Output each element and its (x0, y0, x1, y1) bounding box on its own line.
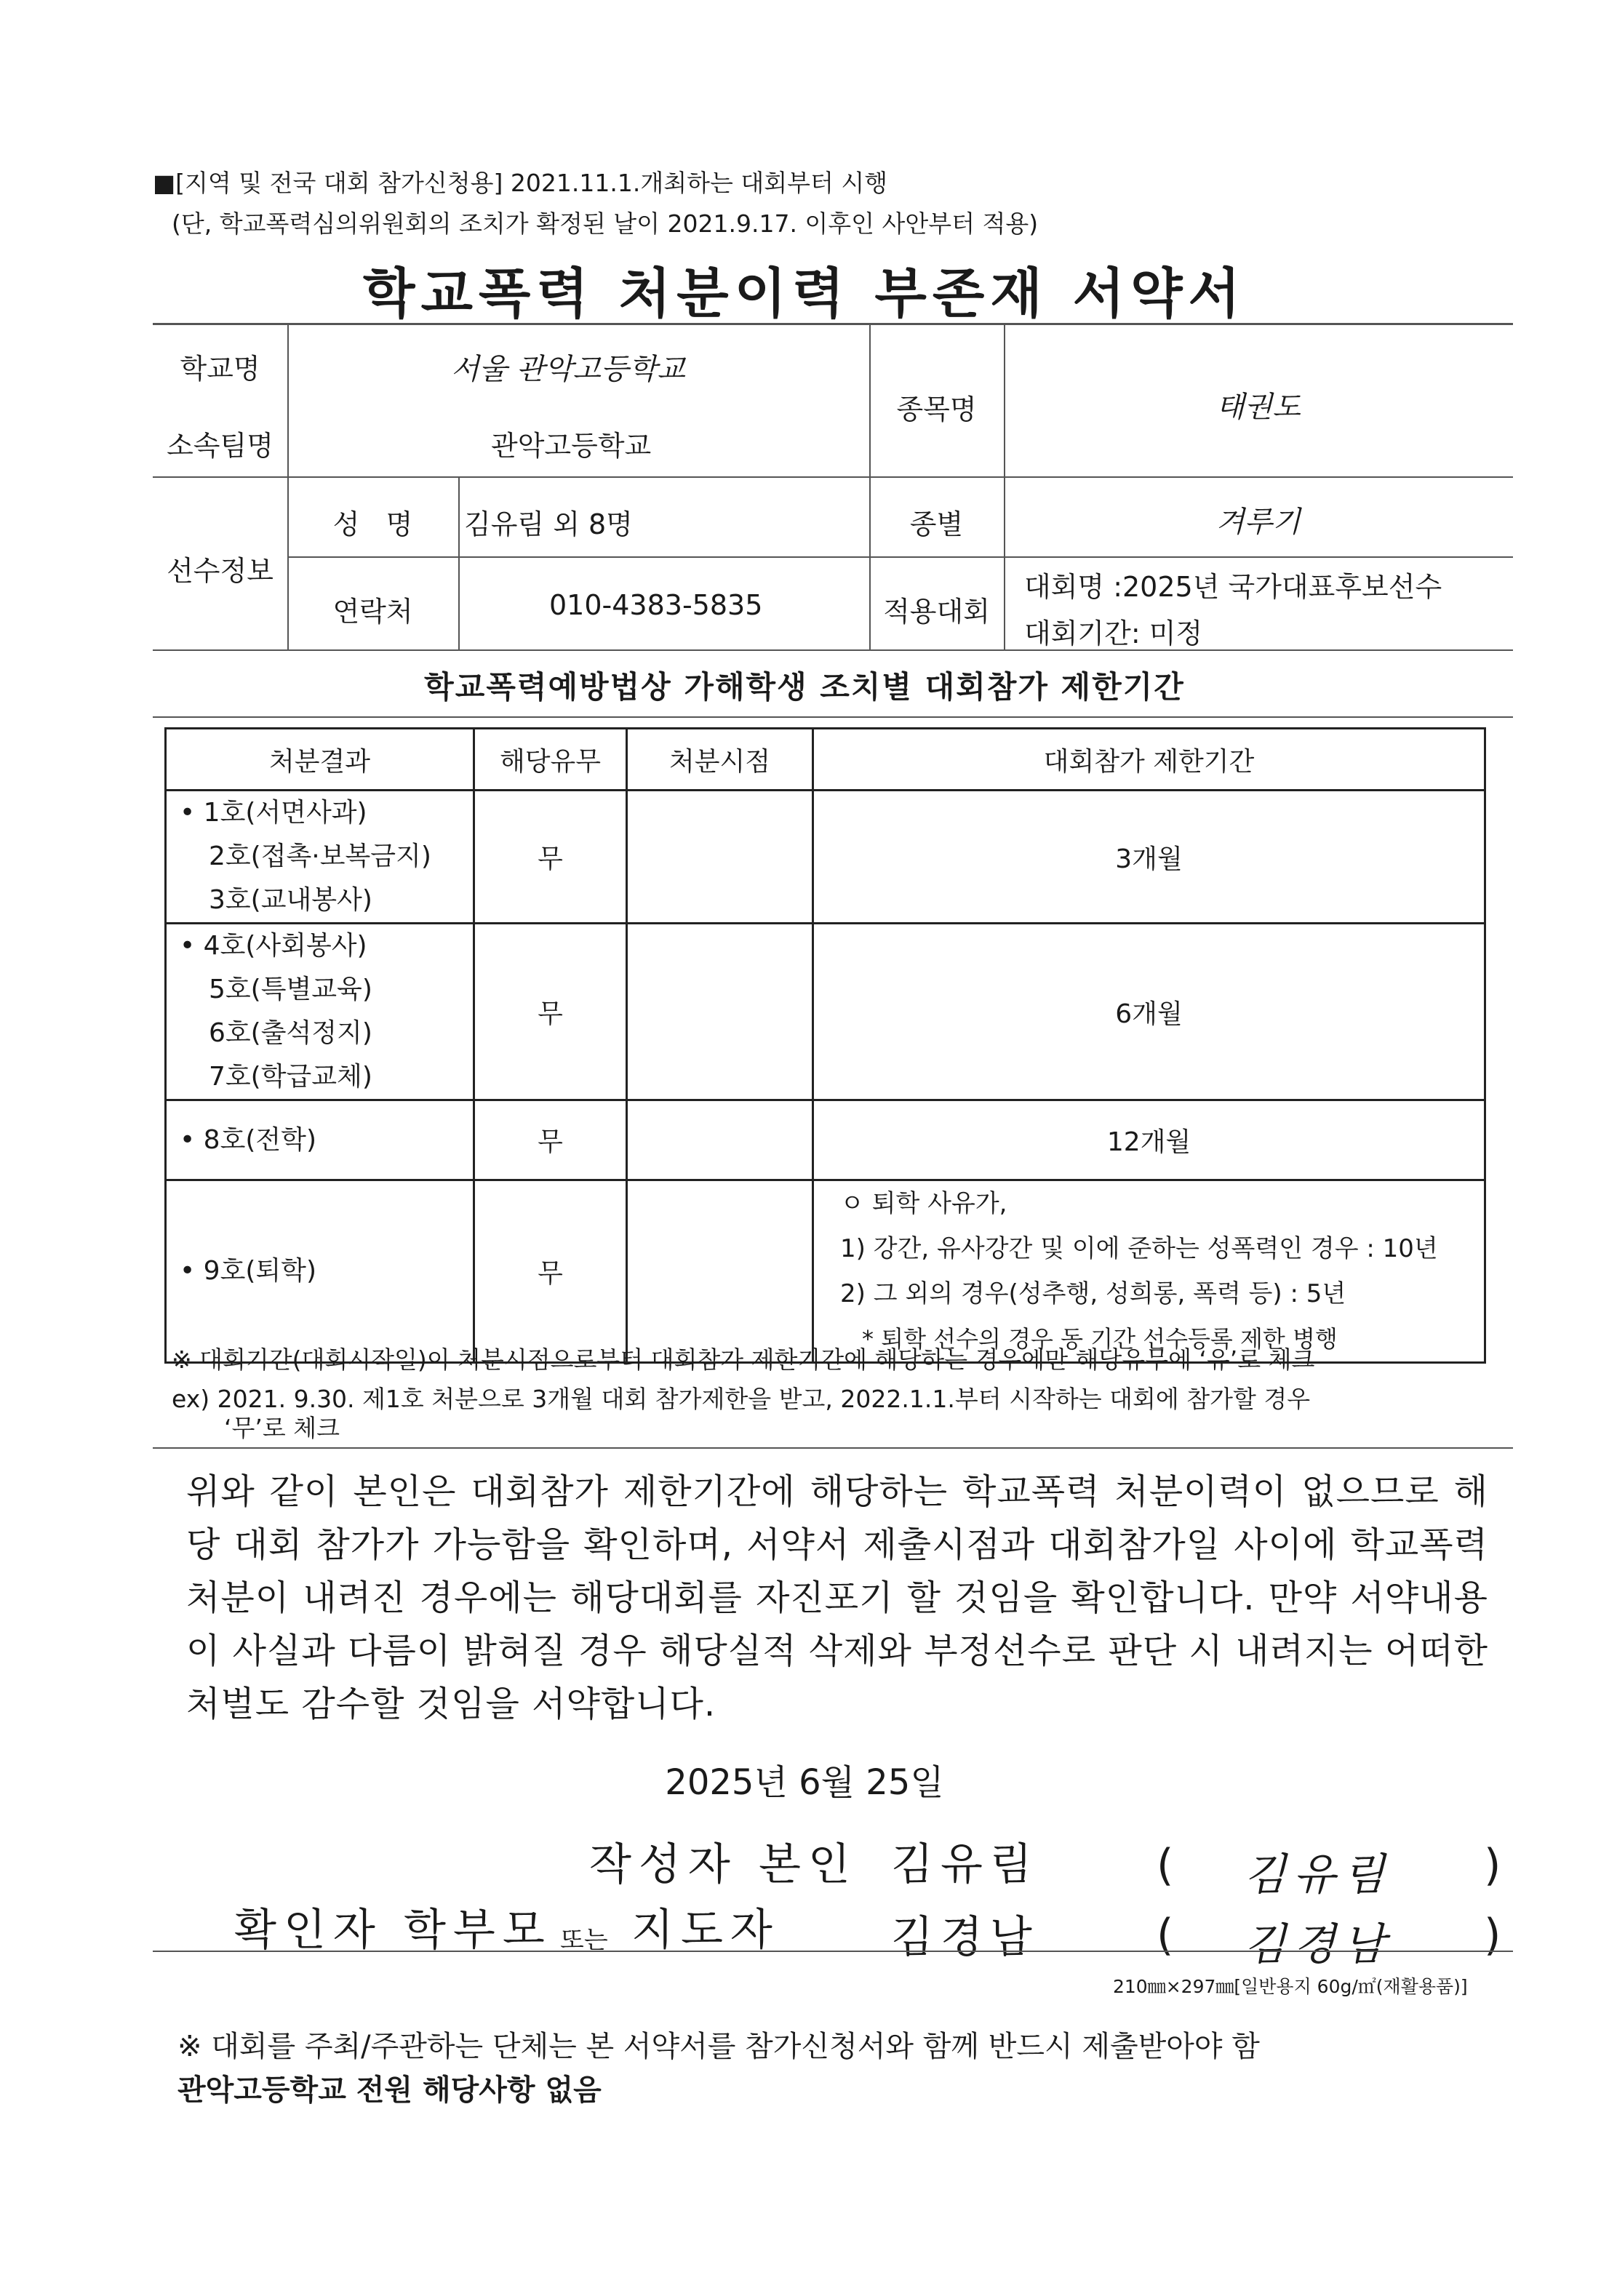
team-value: 관악고등학교 (491, 430, 652, 462)
writer-paren-close: ) (1484, 1840, 1509, 1891)
athlete-info-label: 선수정보 (167, 555, 274, 587)
applicable-cell: 무 (474, 1180, 627, 1363)
school-value: 서울 관악고등학교 (451, 353, 685, 386)
confirmer-label-a: 확인자 학부모 (234, 1905, 552, 1956)
writer-name: 김유림 (891, 1839, 1039, 1890)
result-line: • 9호(퇴학) (180, 1256, 316, 1286)
date-cell (627, 1100, 813, 1180)
organizer-note: ※ 대회를 주최/주관하는 단체는 본 서약서를 참가신청서와 함께 반드시 제출받아야 함 (177, 2030, 1260, 2063)
notice-line-2: (단, 학교폭력심의위원회의 조치가 확정된 날이 2021.9.17. 이후인 사안부터 적용) (172, 209, 1039, 238)
handwritten-note: 관악고등학교 전원 해당사항 없음 (177, 2073, 602, 2107)
document-title: 학교폭력 처분이력 부존재 서약서 (362, 263, 1247, 325)
result-cell (166, 1180, 474, 1363)
result-line: • 8호(전학) (180, 1124, 316, 1155)
table-row (166, 791, 1485, 924)
name-label: 성 명 (332, 508, 413, 540)
result-line: 3호(교내봉사) (209, 885, 372, 915)
applicable-cell: 무 (474, 791, 627, 924)
pledge-date: 2025년 6월 25일 (665, 1762, 944, 1803)
confirmer-label-b: 지도자 (631, 1905, 780, 1956)
date-cell (627, 924, 813, 1100)
contact-label: 연락처 (332, 596, 413, 628)
writer-label: 작성자 본인 (589, 1839, 858, 1890)
table-header-row (166, 729, 1485, 791)
header-date: 처분시점 (627, 729, 813, 791)
name-value: 김유림 외 8명 (464, 508, 633, 540)
result-cell (166, 791, 474, 924)
result-line: 6호(출석정지) (209, 1018, 372, 1048)
footnote-1: ※ 대회기간(대회시작일)이 처분시점으로부터 대회참가 제한기간에 해당하는 경우에만 해당유무에 ‘유’로 체크 (172, 1345, 1315, 1374)
confirmer-or: 또는 (560, 1926, 608, 1955)
footnote-2: ex) 2021. 9.30. 제1호 처분으로 3개월 대회 참가제한을 받고, 2022.1.1.부터 시작하는 대회에 참가할 경우 (172, 1385, 1311, 1413)
info-vline-4 (1004, 323, 1005, 649)
period-cell: 3개월 (813, 791, 1485, 924)
table-row (166, 924, 1485, 1100)
team-label: 소속팀명 (167, 430, 274, 462)
info-vline-2 (458, 476, 460, 649)
contact-value: 010-4383-5835 (549, 589, 763, 621)
event-label: 적용대회 (883, 596, 990, 628)
date-cell (627, 791, 813, 924)
confirmer-signature: 김경남 (1244, 1919, 1392, 1970)
category-value: 겨루기 (1216, 505, 1301, 539)
signature-divider (153, 1951, 1513, 1952)
confirmer-name: 김경남 (891, 1912, 1039, 1963)
writer-signature: 김유림 (1244, 1849, 1392, 1900)
table-row (166, 1180, 1485, 1363)
event-name: 대회명 :2025년 국가대표후보선수 (1024, 571, 1442, 603)
applicable-cell: 무 (474, 1100, 627, 1180)
result-cell (166, 924, 474, 1100)
header-period: 대회참가 제한기간 (813, 729, 1485, 791)
info-top-line (153, 323, 1513, 325)
restriction-table (164, 727, 1486, 1364)
info-line-2 (153, 476, 1513, 478)
header-applicable: 해당유무 (474, 729, 627, 791)
writer-paren-open: ( (1157, 1840, 1181, 1891)
sport-value: 태권도 (1216, 391, 1301, 424)
period-note-line: ㅇ 퇴학 사유가, (840, 1189, 1007, 1218)
info-bottom-line (153, 649, 1513, 651)
notice-line-1: ■[지역 및 전국 대회 참가신청용] 2021.11.1.개최하는 대회부터 시행 (153, 169, 888, 197)
period-note-line: 2) 그 외의 경우(성추행, 성희롱, 폭력 등) : 5년 (840, 1279, 1346, 1308)
confirmer-paren-close: ) (1484, 1910, 1509, 1961)
result-line: 5호(특별교육) (209, 975, 372, 1004)
subtitle-line (153, 716, 1513, 718)
result-cell (166, 1100, 474, 1180)
result-line: • 4호(사회봉사) (180, 931, 367, 961)
footnote-3: ‘무’로 체크 (224, 1414, 340, 1442)
result-line: • 1호(서면사과) (180, 798, 367, 828)
table-row (166, 1100, 1485, 1180)
period-note-line: 1) 강간, 유사강간 및 이에 준하는 성폭력인 경우 : 10년 (840, 1234, 1438, 1263)
period-cell: 6개월 (813, 924, 1485, 1100)
result-line: 2호(접촉·보복금지) (209, 841, 431, 871)
restriction-title: 학교폭력예방법상 가해학생 조치별 대회참가 제한기간 (424, 669, 1185, 705)
paper-spec: 210㎜×297㎜[일반용지 60g/㎡(재활용품)] (1113, 1976, 1468, 1997)
header-result: 처분결과 (166, 729, 474, 791)
sport-label: 종목명 (896, 393, 977, 425)
period-cell: 12개월 (813, 1100, 1485, 1180)
period-note-line: * 퇴학 선수의 경우 동 기간 선수등록 제한 병행 (862, 1325, 1338, 1353)
pledge-text: 위와 같이 본인은 대회참가 제한기간에 해당하는 학교폭력 처분이력이 없으므로 해당 대회 참가가 가능함을 확인하며, 서약서 제출시점과 대회참가일 사이에 학교폭력 처분이 내려진 경우에는 해당대회를 자진포기 할 것임을 확인합니다. 만약 서약내용이 사실과 다름이 밝혀질 경우 해당실적 삭제와 부정선수로 판단 시 내려지는 어떠한 처벌도 감수할 것임을 서약합니다. (186, 1471, 1488, 1724)
result-line: 7호(학급교체) (209, 1062, 372, 1092)
info-line-3 (287, 556, 1513, 558)
event-period: 대회기간: 미정 (1024, 617, 1203, 649)
date-cell (627, 1180, 813, 1363)
period-cell (813, 1180, 1485, 1363)
footnote-divider (153, 1447, 1513, 1449)
category-label: 종별 (909, 508, 964, 540)
applicable-cell: 무 (474, 924, 627, 1100)
confirmer-paren-open: ( (1157, 1910, 1181, 1961)
school-label: 학교명 (180, 353, 260, 385)
